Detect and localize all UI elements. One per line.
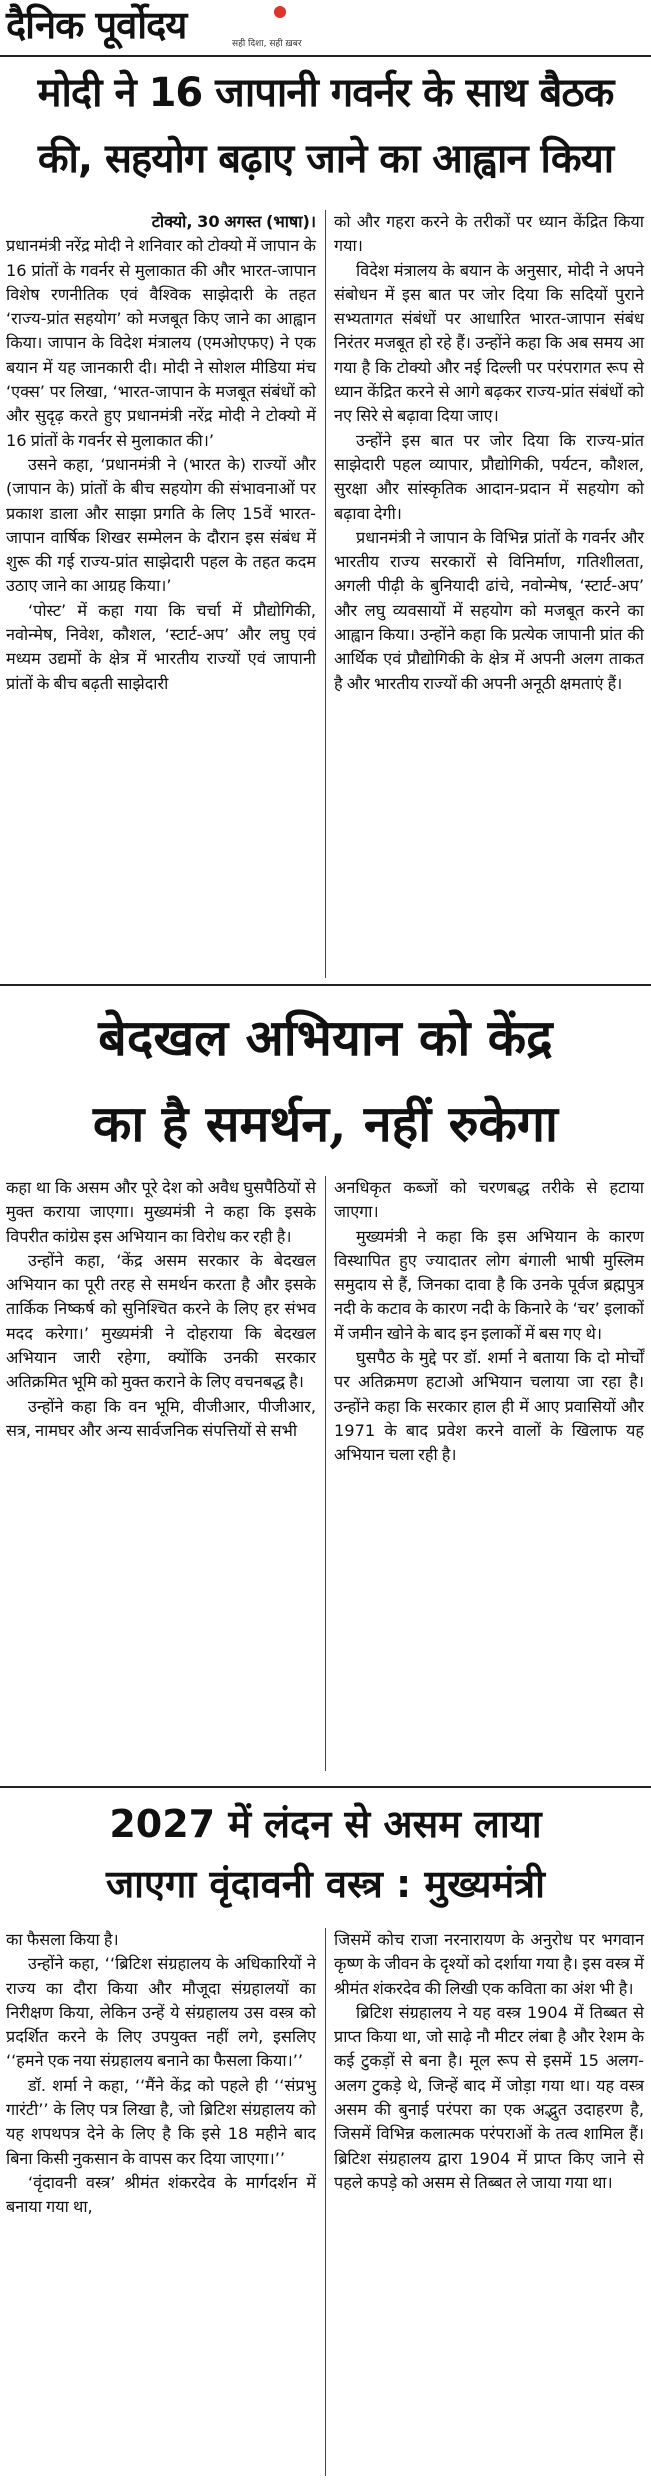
article1-para: को और गहरा करने के तरीकों पर ध्यान केंद्रित किया गया। [334, 212, 644, 256]
article3-para: डॉ. शर्मा ने कहा, ‘‘मैंने केंद्र को पहले ही ‘‘संप्रभु गारंटी’’ के लिए पत्र लिखा है, जो ब्रिटिश संग्रहालय को यह शपथपत्र देने के लिए है कि इसे 18 महीने बाद बिना किसी नुकसान के वापस कर दिया जाएगा।’’ [6, 2075, 316, 2168]
article2-para: अनधिकृत कब्जों को चरणबद्ध तरीके से हटाया जाएगा। [334, 1178, 644, 1222]
dateline: टोक्यो, 30 अगस्त (भाषा)। [151, 212, 316, 231]
article1-headline-line1: मोदी ने 16 जापानी गवर्नर के साथ बैठक [37, 70, 614, 116]
masthead [0, 0, 651, 57]
article3-column2 [334, 1928, 644, 2195]
article2-para: कहा था कि असम और पूरे देश को अवैध घुसपैठियों से मुक्त कराया जाएगा। मुख्यमंत्री ने कहा कि इसके विपरीत कांग्रेस इस अभियान का विरोध कर रही है। [6, 1178, 316, 1246]
article1-para: प्रधानमंत्री ने जापान के विभिन्न प्रांतों के गवर्नर और भारतीय राज्य सरकारों से विनिर्माण, गतिशीलता, अगली पीढ़ी के बुनियादी ढांचे, नवोन्मेष, ‘स्टार्ट-अप’ और लघु व्यवसायों में सहयोग को मजबूत करने का आह्वान किया। उन्होंने कहा कि प्रत्येक जापानी प्रांत की आर्थिक एवं प्रौद्योगिकी के क्षेत्र में अपनी अलग ताकत है और भारतीय राज्यों की अपनी अनूठी क्षमताएं हैं। [334, 527, 644, 693]
article3-para: ब्रिटिश संग्रहालय ने यह वस्त्र 1904 में तिब्बत से प्राप्त किया था, जो साढ़े नौ मीटर लंबा है और रेशम के कई टुकड़ों से बना है। मूल रूप से इसमें 15 अलग-अलग टुकड़े थे, जिन्हें बाद में जोड़ा गया था। यह वस्त्र असम की बुनाई परंपरा का एक अद्भुत उदाहरण है, जिसमें विभिन्न कलात्मक परंपराओं के तत्व शामिल हैं। ब्रिटिश संग्रहालय द्वारा 1904 में प्राप्त किए जाने से पहले कपड़े को असम से तिब्बत ले जाया गया था। [334, 2002, 644, 2192]
article1-para: ‘पोस्ट’ में कहा गया कि चर्चा में प्रौद्योगिकी, नवोन्मेष, निवेश, कौशल, ‘स्टार्ट-अप’ और लघु एवं मध्यम उद्यमों के क्षेत्र में भारतीय राज्यों एवं जापानी प्रांतों के बीच बढ़ती साझेदारी [6, 600, 316, 693]
logo-dot-icon [274, 6, 286, 18]
article1-para: उन्होंने इस बात पर जोर दिया कि राज्य-प्रांत साझेदारी पहल व्यापार, प्रौद्योगिकी, पर्यटन, कौशल, सुरक्षा और सांस्कृतिक आदान-प्रदान में सहयोग को बढ़ावा देगी। [334, 430, 644, 523]
article1-para: उसने कहा, ‘प्रधानमंत्री ने (भारत के) राज्यों और (जापान के) प्रांतों के बीच सहयोग की संभावनाओं पर प्रकाश डाला और साझा प्रगति के लिए 15वें भारत-जापान वार्षिक शिखर सम्मेलन के दौरान इस संबंध में शुरू की गई राज्य-प्रांत साझेदारी पहल के तहत कदम उठाए जाने का आग्रह किया।’ [6, 454, 316, 596]
article3-para: उन्होंने कहा, ‘‘ब्रिटिश संग्रहालय के अधिकारियों ने राज्य का दौरा किया और मौजूदा संग्रहालयों का निरीक्षण किया, लेकिन उन्हें ये संग्रहालय उस वस्त्र को प्रदर्शित करने के लिए उपयुक्त नहीं लगे, इसलिए ‘‘हमने एक नया संग्रहालय बनाने का फैसला किया।’’ [6, 1954, 316, 2071]
article2-para: मुख्यमंत्री ने कहा कि इस अभियान के कारण विस्थापित हुए ज्यादातर लोग बंगाली भाषी मुस्लिम समुदाय से हैं, जिनका दावा है कि उनके पूर्वज ब्रह्मपुत्र नदी के कटाव के कारण नदी के किनारे के ‘चर’ इलाकों में जमीन खोने के बाद इन इलाकों में बस गए थे। [334, 1226, 644, 1343]
logo-tagline: सही दिशा, सही ख़बर [232, 39, 302, 49]
article3-headline-line1: 2027 में लंदन से असम लाया [109, 1802, 542, 1846]
section-divider [0, 1786, 651, 1788]
article2-para: उन्होंने कहा कि वन भूमि, वीजीआर, पीजीआर, सत्र, नामघर और अन्य सार्वजनिक संपत्तियों से सभी [6, 1396, 316, 1440]
column-divider [325, 210, 326, 978]
article3-headline-line2: जाएगा वृंदावनी वस्त्र : मुख्यमंत्री [105, 1862, 546, 1906]
article2-headline-line2: का है समर्थन, नहीं रुकेगा [93, 1094, 558, 1153]
article1-para: विदेश मंत्रालय के बयान के अनुसार, मोदी ने अपने संबोधन में इस बात पर जोर दिया कि सदियों पुराने सभ्यतागत संबंधों पर आधारित भारत-जापान संबंध निरंतर मजबूत हो रहे हैं। उन्होंने कहा कि अब समय आ गया है कि टोक्यो और नई दिल्ली पर परंपरागत रूप से ध्यान केंद्रित करने से आगे बढ़कर राज्य-प्रांत संबंधों को नए सिरे से बढ़ावा दिया जाए। [334, 260, 644, 426]
column-divider [325, 1176, 326, 1771]
newspaper-logo: दैनिक पूर्वोदय [6, 2, 187, 47]
article2-para: घुसपैठ के मुद्दे पर डॉ. शर्मा ने बताया कि दो मोर्चों पर अतिक्रमण हटाओ अभियान चलाया जा रहा है। उन्होंने कहा कि सरकार हाल ही में आए प्रवासियों और 1971 के बाद प्रवेश करने वालों के खिलाफ यह अभियान चला रही है। [334, 1348, 644, 1465]
article3-para: जिसमें कोच राजा नरनारायण के अनुरोध पर भगवान कृष्ण के जीवन के दृश्यों को दर्शाया गया है। इस वस्त्र में श्रीमंत शंकरदेव की लिखी एक कविता का अंश भी है। [334, 1930, 644, 1998]
article2-column1 [6, 1176, 316, 1443]
article1-column2 [334, 210, 644, 696]
column-divider [325, 1928, 326, 2476]
article3-para: ‘वृंदावनी वस्त्र’ श्रीमंत शंकरदेव के मार्गदर्शन में बनाया गया था, [6, 2172, 316, 2217]
article3-column1 [6, 1928, 316, 2220]
article3-para: का फैसला किया है। [6, 1930, 119, 1949]
article2-para: उन्होंने कहा, ‘केंद्र असम सरकार के बेदखल अभियान का पूरी तरह से समर्थन करता है और इसके तार्किक निष्कर्ष को सुनिश्चित करने के लिए हर संभव मदद करेगा।’ मुख्यमंत्री ने दोहराया कि बेदखल अभियान जारी रहेगा, क्योंकि उनकी सरकार अतिक्रमित भूमि को मुक्त कराने के लिए वचनबद्ध है। [6, 1250, 316, 1392]
article2-column2 [334, 1176, 644, 1468]
article2-headline-line1: बेदखल अभियान को केंद्र [98, 1008, 553, 1067]
section-divider [0, 984, 651, 986]
article1-para: प्रधानमंत्री नरेंद्र मोदी ने शनिवार को टोक्यो में जापान के 16 प्रांतों के गवर्नर से मुलाकात की और भारत-जापान विशेष रणनीतिक एवं वैश्विक साझेदारी के तहत ‘राज्य-प्रांत सहयोग’ को मजबूत किए जाने का आह्वान किया। जापान के विदेश मंत्रालय (एमओएफए) ने एक बयान में यह जानकारी दी। मोदी ने सोशल मीडिया मंच ‘एक्स’ पर लिखा, ‘भारत-जापान के मजबूत संबंधों को और सुदृढ़ करते हुए प्रधानमंत्री नरेंद्र मोदी ने टोक्यो में 16 प्रांतों के गवर्नर से मुलाकात की।’ [6, 236, 316, 450]
article1-column1 [6, 210, 316, 696]
article1-headline-line2: की, सहयोग बढ़ाए जाने का आह्वान किया [37, 136, 614, 182]
